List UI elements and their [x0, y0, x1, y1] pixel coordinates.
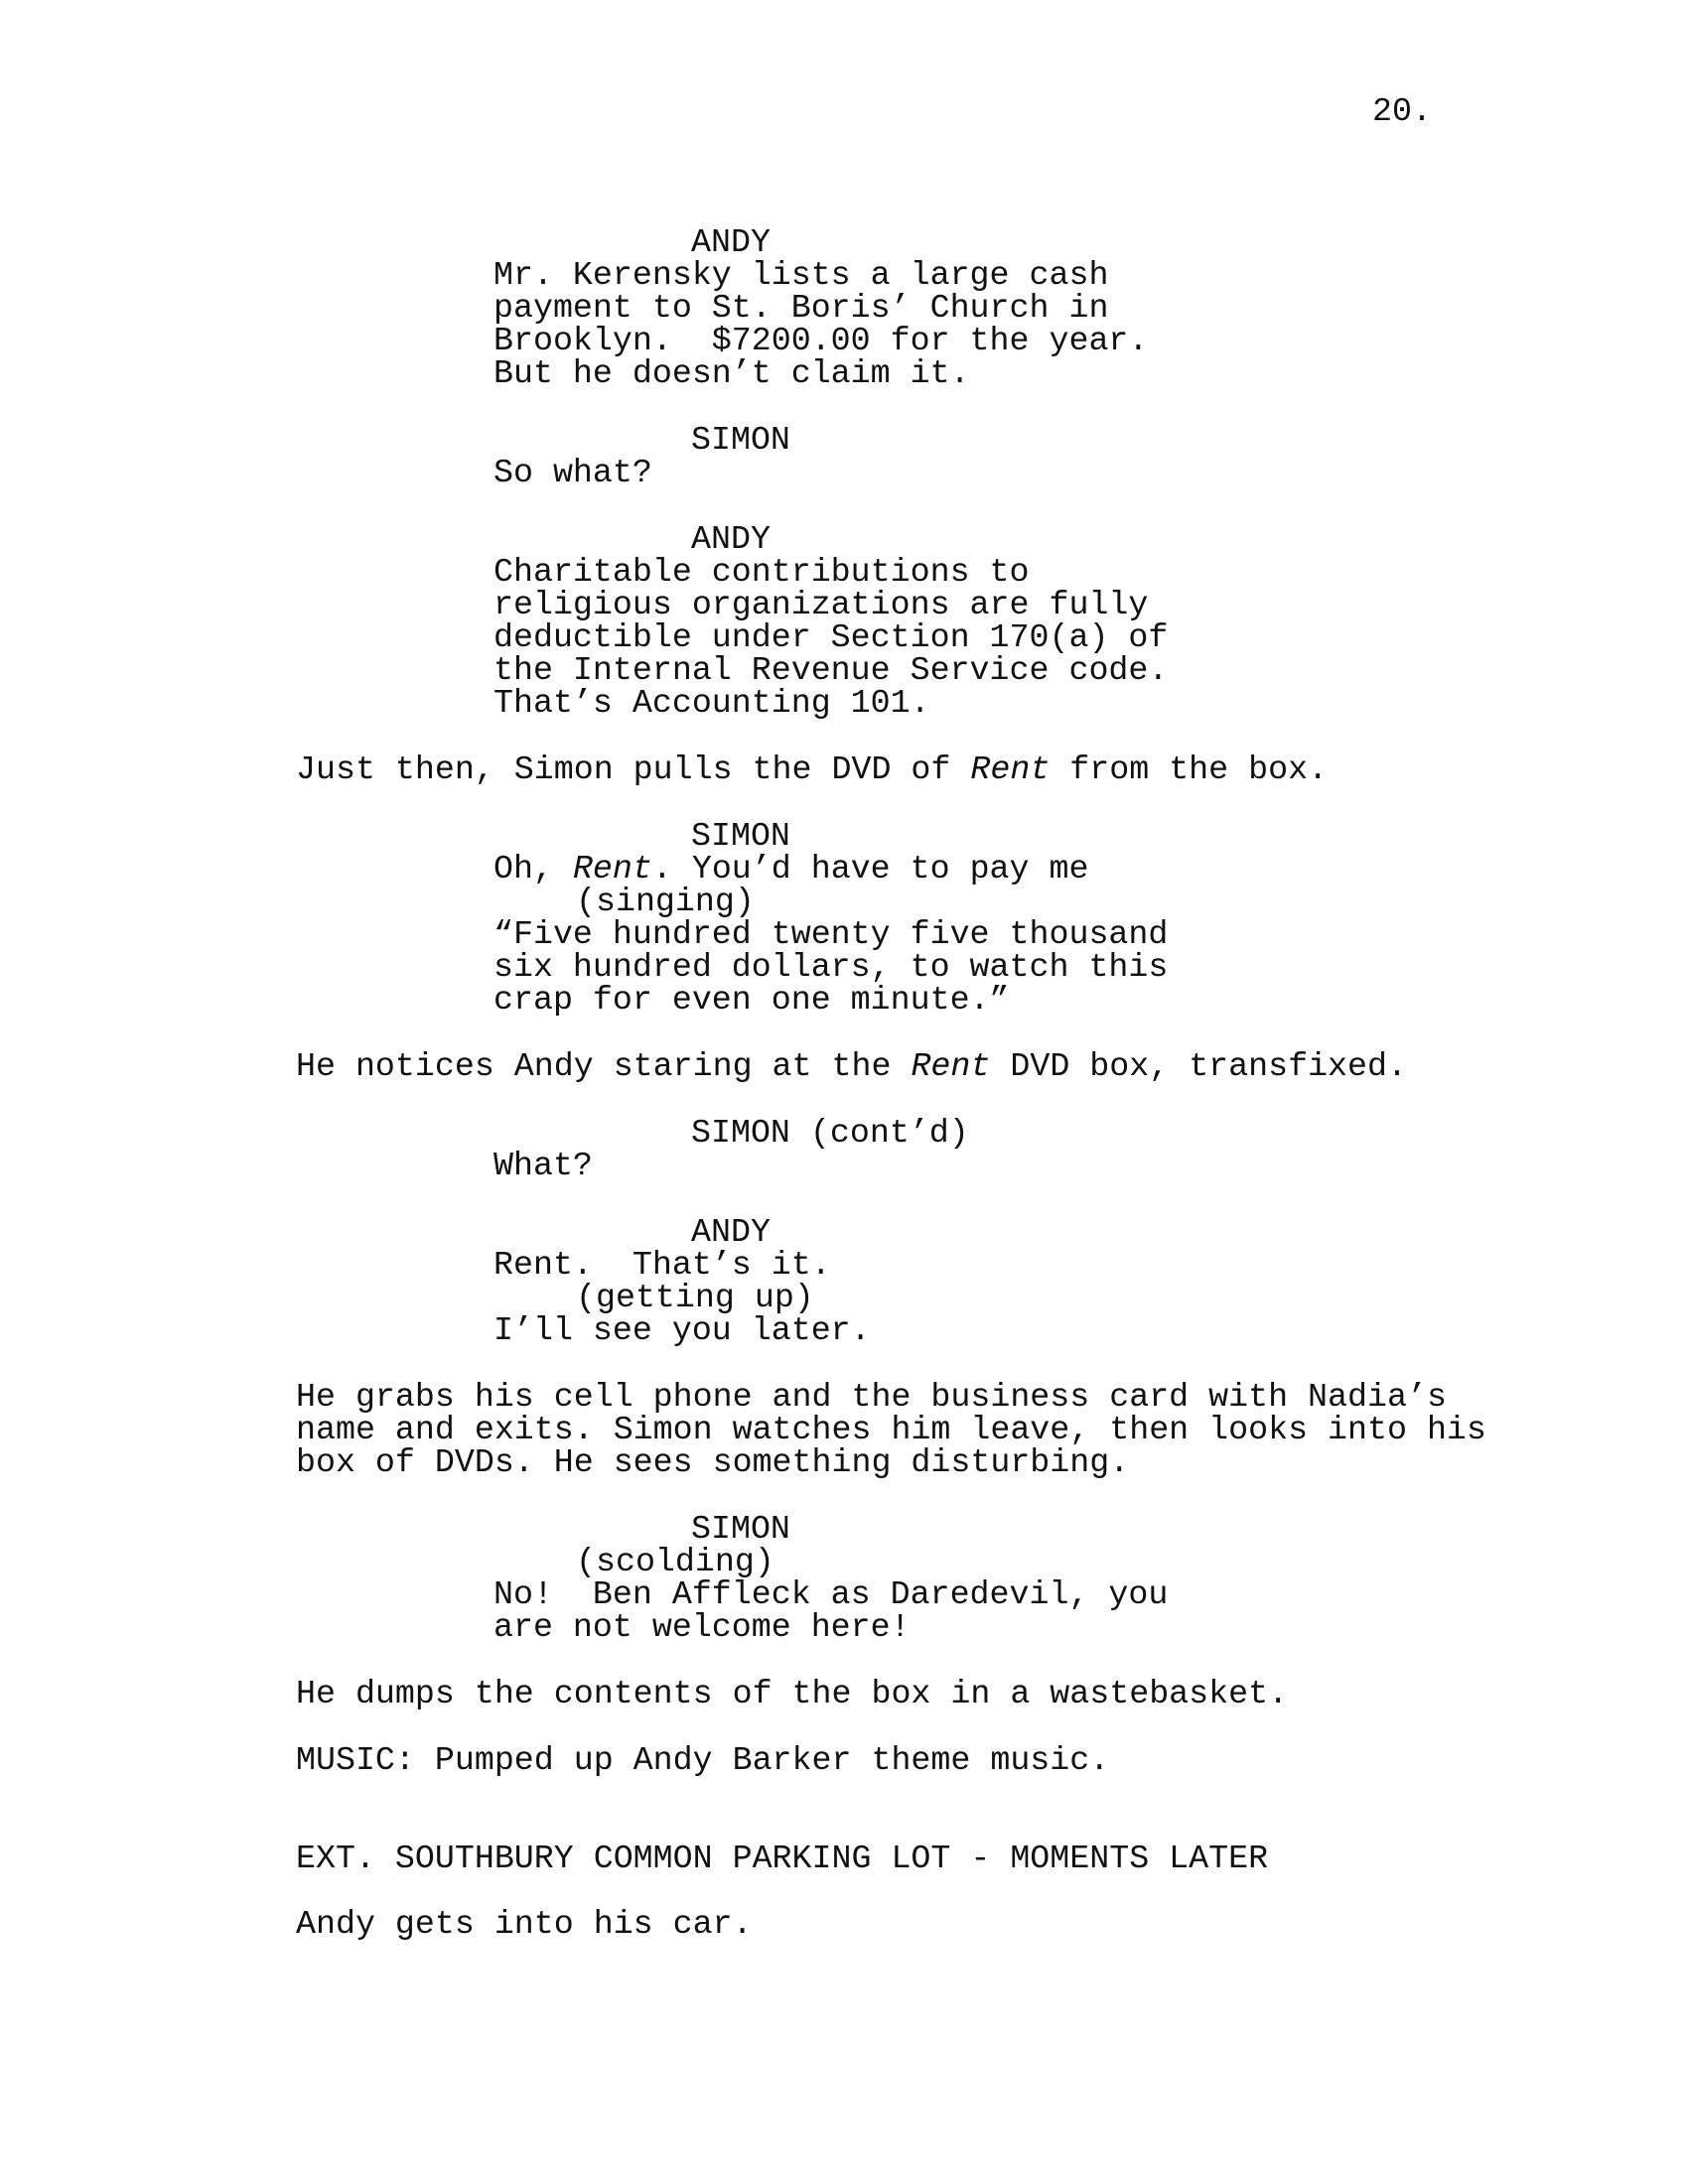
character-name: SIMON	[691, 817, 790, 855]
dialogue-line: the Internal Revenue Service code.	[493, 651, 1169, 689]
action-line: name and exits. Simon watches him leave, then looks into his	[296, 1411, 1486, 1448]
dialogue-line	[493, 850, 1089, 887]
action-text: DVD box, transfixed.	[990, 1047, 1407, 1085]
action-line: box of DVDs. He sees something disturbing.	[296, 1443, 1130, 1481]
film-title: Rent	[911, 1047, 991, 1085]
action-line: Andy gets into his car.	[296, 1905, 753, 1943]
character-name: SIMON (cont’d)	[691, 1114, 969, 1152]
character-name: SIMON	[691, 1510, 790, 1548]
action-text: He notices Andy staring at the	[296, 1047, 912, 1085]
dialogue-line: That’s Accounting 101.	[493, 684, 930, 722]
action-text: from the box.	[1050, 751, 1329, 788]
dialogue-line: But he doesn’t claim it.	[493, 354, 970, 392]
film-title: Rent	[970, 751, 1051, 788]
scene-heading: EXT. SOUTHBURY COMMON PARKING LOT - MOMENTS LATER	[296, 1840, 1269, 1877]
action-line	[296, 753, 1328, 786]
dialogue-line: No! Ben Affleck as Daredevil, you	[493, 1575, 1169, 1613]
dialogue-line: What?	[493, 1147, 593, 1184]
character-name: SIMON	[691, 421, 790, 459]
dialogue-text: . You’d have to pay me	[651, 850, 1089, 887]
dialogue-line: “Five hundred twenty five thousand	[493, 915, 1169, 953]
parenthetical: (getting up)	[576, 1279, 814, 1316]
dialogue-text: Oh,	[493, 850, 573, 887]
parenthetical: (singing)	[576, 883, 755, 920]
action-text: Just then, Simon pulls the DVD of	[296, 751, 971, 788]
dialogue-line: Rent. That’s it.	[493, 1246, 831, 1284]
film-title: Rent	[572, 850, 652, 887]
dialogue-line: Charitable contributions to	[493, 553, 1030, 591]
action-line: MUSIC: Pumped up Andy Barker theme music.	[296, 1741, 1110, 1779]
dialogue-line: are not welcome here!	[493, 1608, 911, 1646]
dialogue-line: payment to St. Boris’ Church in	[493, 289, 1109, 327]
dialogue-line: Brooklyn. $7200.00 for the year.	[493, 322, 1149, 359]
character-name: ANDY	[691, 1213, 771, 1251]
dialogue-line: Mr. Kerensky lists a large cash	[493, 256, 1109, 294]
dialogue-line: So what?	[493, 454, 652, 491]
parenthetical: (scolding)	[576, 1543, 774, 1580]
action-line: He dumps the contents of the box in a wastebasket.	[296, 1675, 1289, 1712]
page-number: 20.	[1372, 92, 1432, 130]
dialogue-line: I’ll see you later.	[493, 1311, 871, 1349]
dialogue-line: religious organizations are fully	[493, 586, 1149, 623]
action-line	[296, 1047, 1407, 1085]
action-line: He grabs his cell phone and the business card with Nadia’s	[296, 1378, 1447, 1416]
dialogue-line: deductible under Section 170(a) of	[493, 618, 1169, 656]
character-name: ANDY	[691, 223, 771, 261]
character-name: ANDY	[691, 520, 771, 558]
dialogue-line: crap for even one minute.”	[493, 981, 1010, 1019]
dialogue-line: six hundred dollars, to watch this	[493, 948, 1169, 986]
